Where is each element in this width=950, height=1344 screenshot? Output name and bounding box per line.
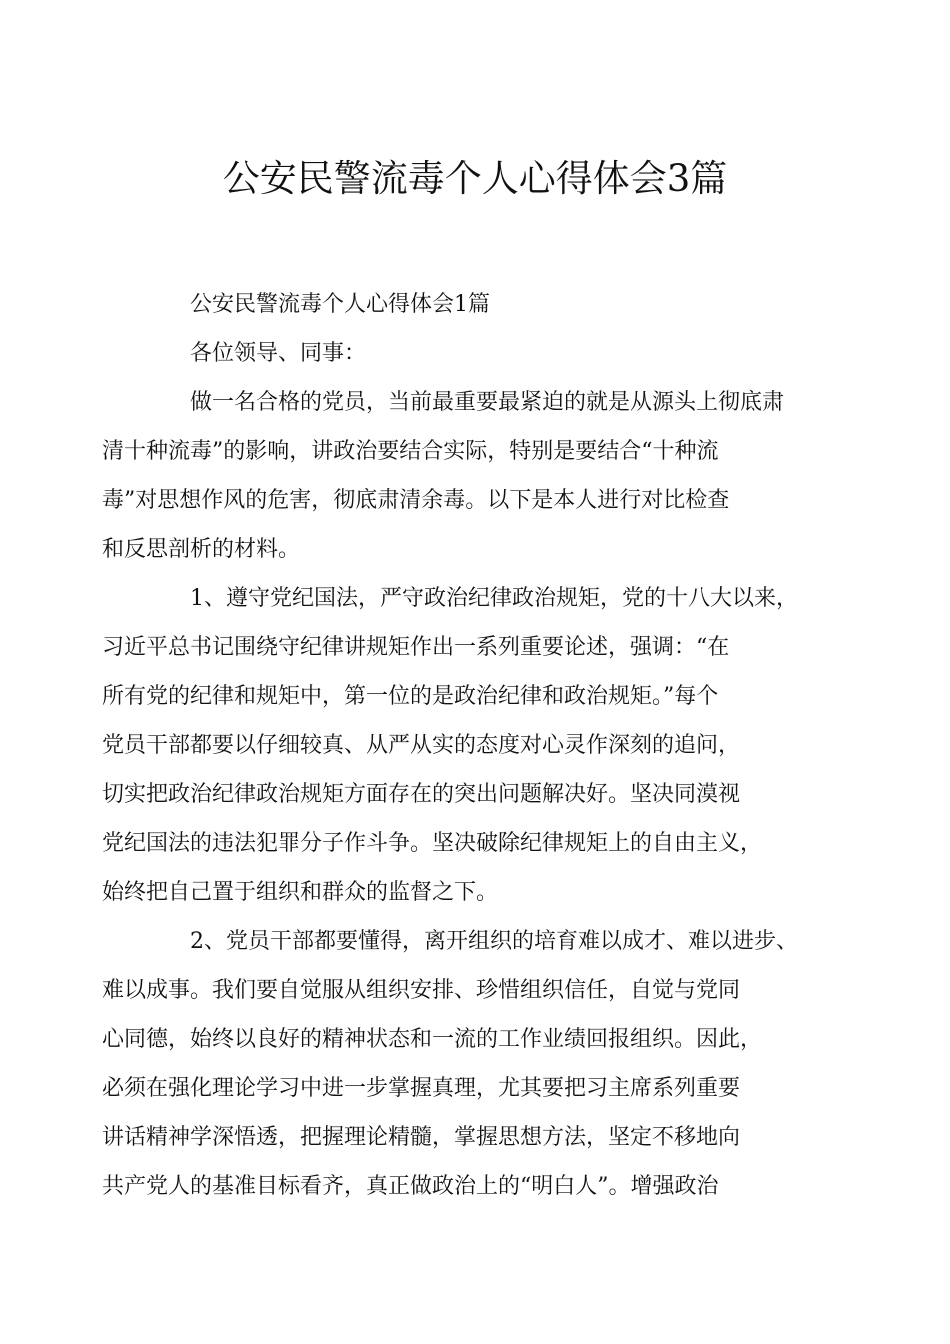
text-line: 习近平总书记围绕守纪律讲规矩作出一系列重要论述，强调：“在: [102, 635, 730, 660]
text-line: 党纪国法的违法犯罪分子作斗争。坚决破除纪律规矩上的自由主义，: [102, 831, 763, 856]
paragraph-salutation: [146, 329, 818, 378]
paragraph-point-1: [102, 574, 818, 917]
paragraph-intro: [102, 378, 818, 574]
text-line: 公安民警流毒个人心得体会1篇: [190, 292, 490, 317]
text-line: 必须在强化理论学习中进一步掌握真理，尤其要把习主席系列重要: [102, 1076, 741, 1101]
text-line: 1、遵守党纪国法，严守政治纪律政治规矩，党的十八大以来，: [190, 586, 798, 611]
text-line: 讲话精神学深悟透，把握理论精髓，掌握思想方法，坚定不移地向: [102, 1125, 741, 1150]
paragraph-point-2: [102, 917, 818, 1211]
document-title: 公安民警流毒个人心得体会3篇: [222, 156, 728, 200]
text-line: 心同德，始终以良好的精神状态和一流的工作业绩回报组织。因此，: [102, 1027, 763, 1052]
text-line: 难以成事。我们要自觉服从组织安排、珍惜组织信任，自觉与党同: [102, 978, 741, 1003]
text-line: 毒”对思想作风的危害，彻底肃清余毒。以下是本人进行对比检查: [102, 488, 730, 513]
text-line: 党员干部都要以仔细较真、从严从实的态度对心灵作深刻的追问，: [102, 733, 741, 758]
text-line: 清十种流毒”的影响，讲政治要结合实际，特别是要结合“十种流: [102, 439, 719, 464]
text-line: 切实把政治纪律政治规矩方面存在的突出问题解决好。坚决同漠视: [102, 782, 741, 807]
text-line: 2、党员干部都要懂得，离开组织的培育难以成才、难以进步、: [190, 929, 798, 954]
text-line: 做一名合格的党员，当前最重要最紧迫的就是从源头上彻底肃: [190, 390, 785, 415]
text-line: 所有党的纪律和规矩中，第一位的是政治纪律和政治规矩。”每个: [102, 684, 719, 709]
text-line: 各位领导、同事：: [190, 341, 367, 366]
text-line: 始终把自己置于组织和群众的监督之下。: [102, 880, 499, 905]
document-body: [102, 280, 818, 1211]
text-line: 共产党人的基准目标看齐，真正做政治上的“明白人”。增强政治: [102, 1174, 719, 1199]
paragraph-subtitle: [146, 280, 818, 329]
text-line: 和反思剖析的材料。: [102, 537, 301, 562]
